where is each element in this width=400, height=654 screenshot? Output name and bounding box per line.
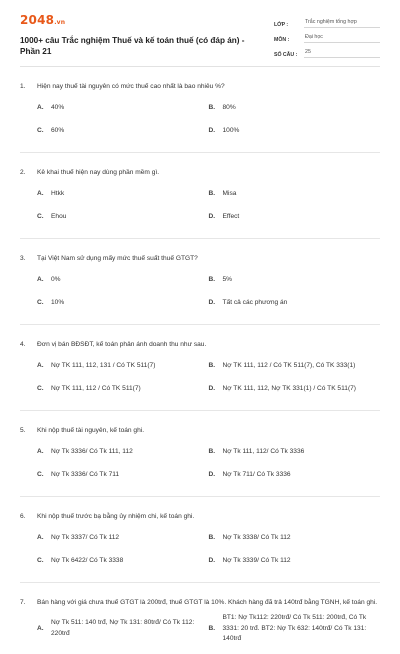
option-text: Nợ TK 111, 112, Nợ TK 331(1) / Có TK 511(7)	[222, 385, 356, 393]
option-text: Effect	[222, 213, 240, 221]
option-text: 10%	[51, 299, 65, 307]
option-text: 40%	[51, 104, 65, 112]
option-text: Nợ Tk 3339/ Có Tk 112	[222, 557, 291, 565]
meta-row-class	[274, 13, 380, 28]
answer-option[interactable]	[37, 550, 209, 573]
answer-option[interactable]	[37, 378, 209, 401]
answer-option[interactable]	[209, 550, 381, 573]
answer-option[interactable]	[37, 206, 209, 229]
option-letter: B.	[208, 276, 216, 284]
answer-option[interactable]	[37, 527, 209, 550]
answer-option[interactable]	[37, 120, 209, 143]
answer-option[interactable]	[209, 292, 381, 315]
question-text-row	[20, 253, 380, 264]
option-letter: D.	[208, 299, 216, 307]
option-letter: A.	[37, 448, 44, 456]
option-text: Nợ Tk 711/ Có Tk 3336	[222, 471, 291, 479]
answer-option[interactable]	[209, 527, 381, 550]
document-title: 1000+ câu Trắc nghiệm Thuế và kế toán thuế (có đáp án) - Phần 21	[20, 36, 245, 56]
logo-tld: .vn	[54, 19, 66, 26]
answer-options	[20, 97, 380, 143]
option-text: 80%	[222, 104, 236, 112]
option-letter: C.	[37, 213, 44, 221]
option-letter: C.	[37, 557, 44, 565]
document-meta	[248, 13, 380, 66]
answer-options	[20, 441, 380, 487]
option-letter: B.	[208, 624, 216, 632]
option-text: BT1: Nợ Tk112: 220trđ/ Có Tk 511: 200trđ, Có Tk 3331: 20 trđ. BT2: Nợ Tk 632: 140trđ/ Có Tk 131: 140trđ	[222, 614, 367, 642]
option-text: Htkk	[51, 190, 65, 198]
meta-value: Đại học	[304, 34, 380, 43]
option-text: Nợ Tk 6422/ Có Tk 3338	[51, 557, 124, 565]
answer-option[interactable]	[209, 120, 381, 143]
question-text: Bán hàng với giá chưa thuế GTGT là 200trđ, thuế GTGT là 10%. Khách hàng đã trả 140trđ bằng TGNH, kế toán ghi.	[37, 599, 378, 606]
question-text-row	[20, 425, 380, 436]
question-number: 6.	[20, 513, 26, 520]
option-text: Ehou	[51, 213, 67, 221]
question-text: Khi nộp thuế tài nguyên, kế toán ghi.	[37, 427, 145, 434]
question-text: Đơn vị bán BĐSĐT, kế toán phản ánh doanh thu như sau.	[37, 341, 207, 348]
answer-option[interactable]	[209, 206, 381, 229]
option-text: 5%	[222, 276, 233, 284]
answer-option[interactable]	[37, 441, 209, 464]
answer-options	[20, 613, 380, 645]
answer-option[interactable]	[37, 183, 209, 206]
option-text: Nợ Tk 111, 112/ Có Tk 3336	[222, 448, 305, 456]
answer-option[interactable]	[209, 613, 381, 645]
option-text: Nợ TK 111, 112 / Có TK 511(7), Có TK 333(1)	[222, 362, 356, 370]
question-item	[20, 411, 380, 497]
question-item	[20, 583, 380, 654]
option-text: 0%	[51, 276, 61, 284]
option-text: Nợ TK 111, 112 / Có TK 511(7)	[51, 385, 141, 393]
question-text: Tại Việt Nam sử dụng mấy mức thuế suất thuế GTGT?	[37, 255, 198, 262]
option-text: Nợ TK 111, 112, 131 / Có TK 511(7)	[51, 362, 156, 370]
question-item	[20, 497, 380, 583]
meta-value: 25	[304, 49, 380, 58]
option-text: Nợ Tk 511: 140 trđ, Nợ Tk 131: 80trđ/ Có Tk 112: 220trđ	[51, 619, 195, 637]
option-letter: C.	[37, 299, 44, 307]
option-letter: B.	[208, 190, 216, 198]
option-letter: A.	[37, 190, 44, 198]
question-text-row	[20, 81, 380, 92]
meta-row-question-count	[274, 43, 380, 58]
question-text-row	[20, 597, 380, 608]
question-item	[20, 153, 380, 239]
option-text: Nợ Tk 3338/ Có Tk 112	[222, 534, 291, 542]
question-list	[0, 67, 400, 654]
option-letter: B.	[208, 104, 216, 112]
question-item	[20, 239, 380, 325]
question-number: 3.	[20, 255, 26, 262]
option-letter: A.	[37, 534, 44, 542]
logo-main: 2048	[20, 13, 55, 27]
option-letter: C.	[37, 385, 44, 393]
answer-option[interactable]	[37, 613, 209, 645]
question-text: Hiện nay thuế tài nguyên có mức thuế cao nhất là bao nhiêu %?	[37, 83, 225, 90]
option-text: Misa	[222, 190, 237, 198]
question-item	[20, 325, 380, 411]
option-letter: A.	[37, 362, 44, 370]
option-text: Tất cả các phương án	[222, 299, 288, 307]
meta-label: SỐ CÂU :	[274, 52, 298, 58]
option-letter: D.	[208, 385, 216, 393]
option-text: 60%	[51, 127, 65, 135]
option-letter: C.	[37, 471, 44, 479]
option-letter: B.	[208, 362, 216, 370]
answer-option[interactable]	[209, 441, 381, 464]
option-letter: D.	[208, 127, 216, 135]
meta-value: Trắc nghiệm tổng hợp	[304, 19, 380, 28]
option-letter: C.	[37, 127, 44, 135]
answer-option[interactable]	[209, 378, 381, 401]
option-letter: A.	[37, 104, 44, 112]
question-number: 2.	[20, 169, 26, 176]
answer-options	[20, 269, 380, 315]
meta-label: MÔN :	[274, 37, 290, 43]
answer-options	[20, 527, 380, 573]
option-text: Nợ Tk 3336/ Có Tk 111, 112	[51, 448, 133, 456]
answer-option[interactable]	[209, 269, 381, 292]
option-letter: D.	[208, 557, 216, 565]
document-header	[0, 0, 400, 66]
option-letter: D.	[208, 213, 216, 221]
option-text: 100%	[222, 127, 240, 135]
header-left	[20, 13, 248, 66]
question-number: 5.	[20, 427, 26, 434]
option-text: Nợ Tk 3336/ Có Tk 711	[51, 471, 120, 479]
question-text-row	[20, 339, 380, 350]
answer-options	[20, 355, 380, 401]
question-text: Khi nộp thuế trước bạ bằng ủy nhiệm chi, kế toán ghi.	[37, 513, 195, 520]
question-number: 1.	[20, 83, 26, 90]
answer-option[interactable]	[209, 464, 381, 487]
option-letter: B.	[208, 448, 216, 456]
option-letter: B.	[208, 534, 216, 542]
meta-label: LỚP :	[274, 22, 289, 28]
site-logo[interactable]	[20, 13, 248, 27]
question-number: 7.	[20, 599, 26, 606]
option-letter: A.	[37, 624, 44, 632]
answer-option[interactable]	[37, 269, 209, 292]
answer-option[interactable]	[209, 355, 381, 378]
answer-option[interactable]	[209, 183, 381, 206]
question-item	[20, 67, 380, 153]
question-text-row	[20, 511, 380, 522]
meta-row-subject	[274, 28, 380, 43]
answer-option[interactable]	[37, 97, 209, 120]
question-number: 4.	[20, 341, 26, 348]
option-letter: D.	[208, 471, 216, 479]
answer-option[interactable]	[37, 355, 209, 378]
question-text: Kê khai thuế hiện nay dùng phần mềm gì.	[37, 169, 160, 176]
option-letter: A.	[37, 276, 44, 284]
answer-option[interactable]	[37, 292, 209, 315]
answer-options	[20, 183, 380, 229]
answer-option[interactable]	[37, 464, 209, 487]
answer-option[interactable]	[209, 97, 381, 120]
question-text-row	[20, 167, 380, 178]
option-text: Nợ Tk 3337/ Có Tk 112	[51, 534, 120, 542]
